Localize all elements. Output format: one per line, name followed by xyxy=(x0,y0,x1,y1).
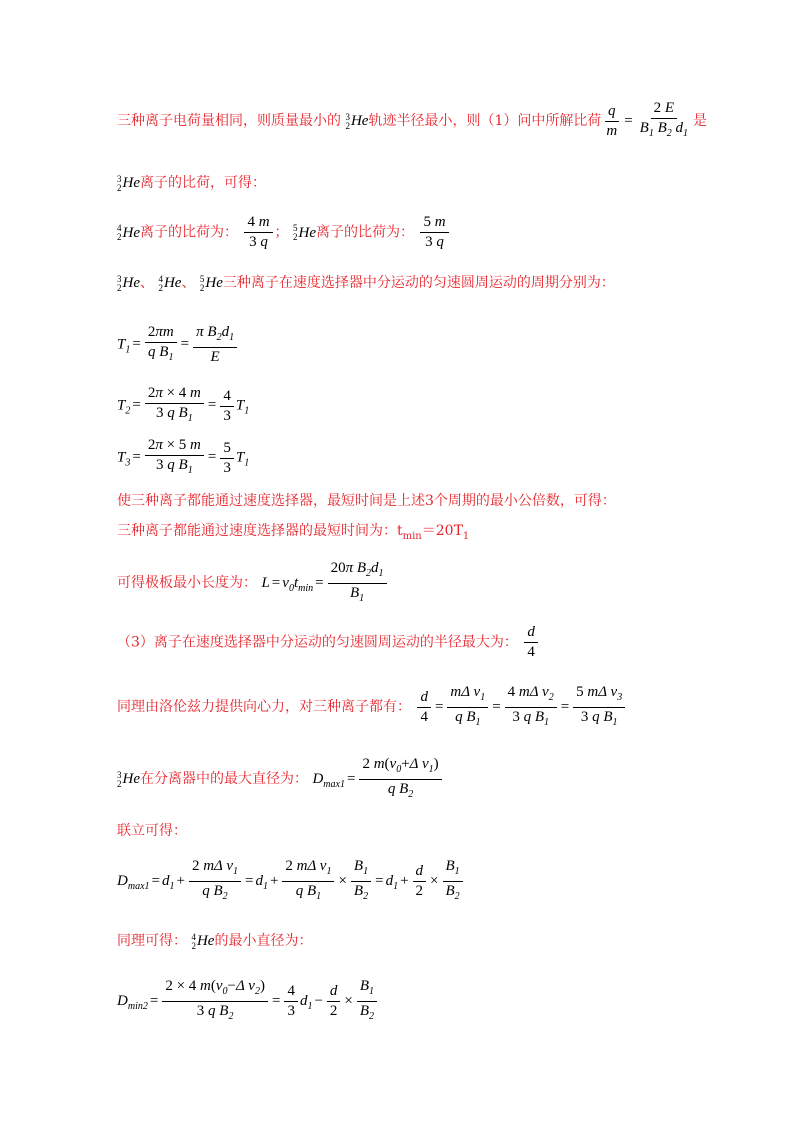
text: 三种离子都能通过速度选择器的最短时间为：t xyxy=(117,523,403,539)
sep: 、 xyxy=(140,275,154,291)
he4-symbol: 4 2 He xyxy=(191,931,215,951)
text: ＝20T xyxy=(421,523,463,539)
formula-5m-over-3q: $\frac{5 m}{3 q}$ xyxy=(420,214,448,251)
line-4 xyxy=(117,272,615,293)
text: （3）离子在速度选择器中分运动的匀速圆周运动的半径最大为： xyxy=(117,634,518,651)
he3-symbol: 3 2 He xyxy=(117,769,140,789)
he5-symbol: 5 2 He xyxy=(199,273,223,293)
formula-t2: $T_2$ = $\frac{2\pi \times 4 m}{3 q B_1}$ = $\frac{4}{3}$ $T_1$ xyxy=(117,385,250,424)
text: 离子的比荷，可得： xyxy=(140,175,266,191)
sub-min: min xyxy=(402,530,422,542)
sub-1: 1 xyxy=(462,530,470,542)
formula-t3: $T_3$ = $\frac{2\pi \times 5 m}{3 q B_1}$ = $\frac{5}{3}$ $T_1$ xyxy=(117,437,250,476)
line-1: 三种离子电荷量相同，则质量最小的 3 2 He轨迹半径最小，则（1）问中所解比荷 $\frac{q}{m}$ = $\frac{2 E}{B_1 B_2 d_1}$ 是 xyxy=(117,100,707,142)
formula-dmax1-expanded: $D_{max1} = d_1$ + $\frac{2 m\Delta v_1}{q B_2}$ = $d_1$ + $\frac{2 m\Delta v_1}{q B_1}$ × $\frac{B_1}{B_2}$ = $d_1$ + $\frac{d}{2}$ × $\frac{B_1}{B_2}$ xyxy=(117,858,465,905)
formula-dmax1: $D_{max1}$ = $\frac{2 m(v_0+\Delta v_1)}{q B_2}$ xyxy=(312,771,443,787)
line-7 xyxy=(117,560,389,607)
text: ； xyxy=(274,224,289,241)
he4-symbol: 4 2 He xyxy=(158,273,182,293)
text: 可得极板最小长度为： xyxy=(117,574,257,591)
text: 使三种离子都能通过速度选择器，最短时间是上述3个周期的最小公倍数，可得： xyxy=(117,493,616,509)
line-6 xyxy=(117,520,469,542)
he5-symbol: 5 2 He xyxy=(293,223,316,243)
text: 离子的比荷为： xyxy=(140,224,238,241)
text: 在分离器中的最大直径为： xyxy=(140,770,308,787)
he3-symbol: 3 2 He xyxy=(345,111,369,131)
line-2 xyxy=(117,172,266,193)
formula-l: $L = v_0t_{min}$ = $\frac{20\pi B_2d_1}{B_1}$ xyxy=(261,575,388,591)
text: 三种离子电荷量相同，则质量最小的 xyxy=(117,113,341,129)
line-11 xyxy=(117,820,187,840)
line-3 xyxy=(117,214,451,251)
formula-radius: $\frac{d}{4}$ = $\frac{m\Delta v_1}{q B_1}$ = $\frac{4 m\Delta v_2}{3 q B_1}$ = $\frac{5 m\Delta v_3}{3 q B_1}$ xyxy=(415,699,627,715)
he4-symbol: 4 2 He xyxy=(117,223,140,243)
text: 的最小直径为： xyxy=(214,933,313,949)
text: 轨迹半径最小，则（1）问中所解比荷 xyxy=(368,113,602,129)
formula-2e-over-b1b2d1: $\frac{2 E}{B_1 B_2 d_1}$ xyxy=(639,100,689,139)
formula-4m-over-3q: $\frac{4 m}{3 q}$ xyxy=(244,214,272,251)
text: 三种离子在速度选择器中分运动的匀速圆周运动的周期分别为： xyxy=(222,275,615,291)
formula-t1: $T_1$ = $\frac{2\pi m}{q B_1}$ = $\frac{\pi B_2d_1}{E}$ xyxy=(117,324,239,366)
line-12 xyxy=(117,930,312,951)
text: 是 xyxy=(693,113,708,129)
formula-dmin2: $D_{min2}$ = $\frac{2 \times 4 m(v_0-\Delta v_2)}{3 q B_2}$ = $\frac{4}{3}$ $d_1$ − $\frac{d}{2}$ × $\frac{B_1}{B_2}$ xyxy=(117,978,379,1025)
line-9 xyxy=(117,684,627,731)
line-8 xyxy=(117,624,540,661)
line-10 xyxy=(117,756,444,803)
formula-d-over-4: $\frac{d}{4}$ xyxy=(524,624,538,661)
text: 同理由洛伦兹力提供向心力，对三种离子都有： xyxy=(117,698,411,715)
formula-q-over-m: $\frac{q}{m}$ xyxy=(606,102,618,139)
text: 离子的比荷为： xyxy=(316,224,414,241)
line-5 xyxy=(117,490,616,510)
he3-symbol: 3 2 He xyxy=(117,173,140,193)
he3-symbol: 3 2 He xyxy=(117,273,140,293)
text: 同理可得： xyxy=(117,933,187,949)
sep: 、 xyxy=(181,275,196,291)
text: 联立可得： xyxy=(117,823,187,839)
